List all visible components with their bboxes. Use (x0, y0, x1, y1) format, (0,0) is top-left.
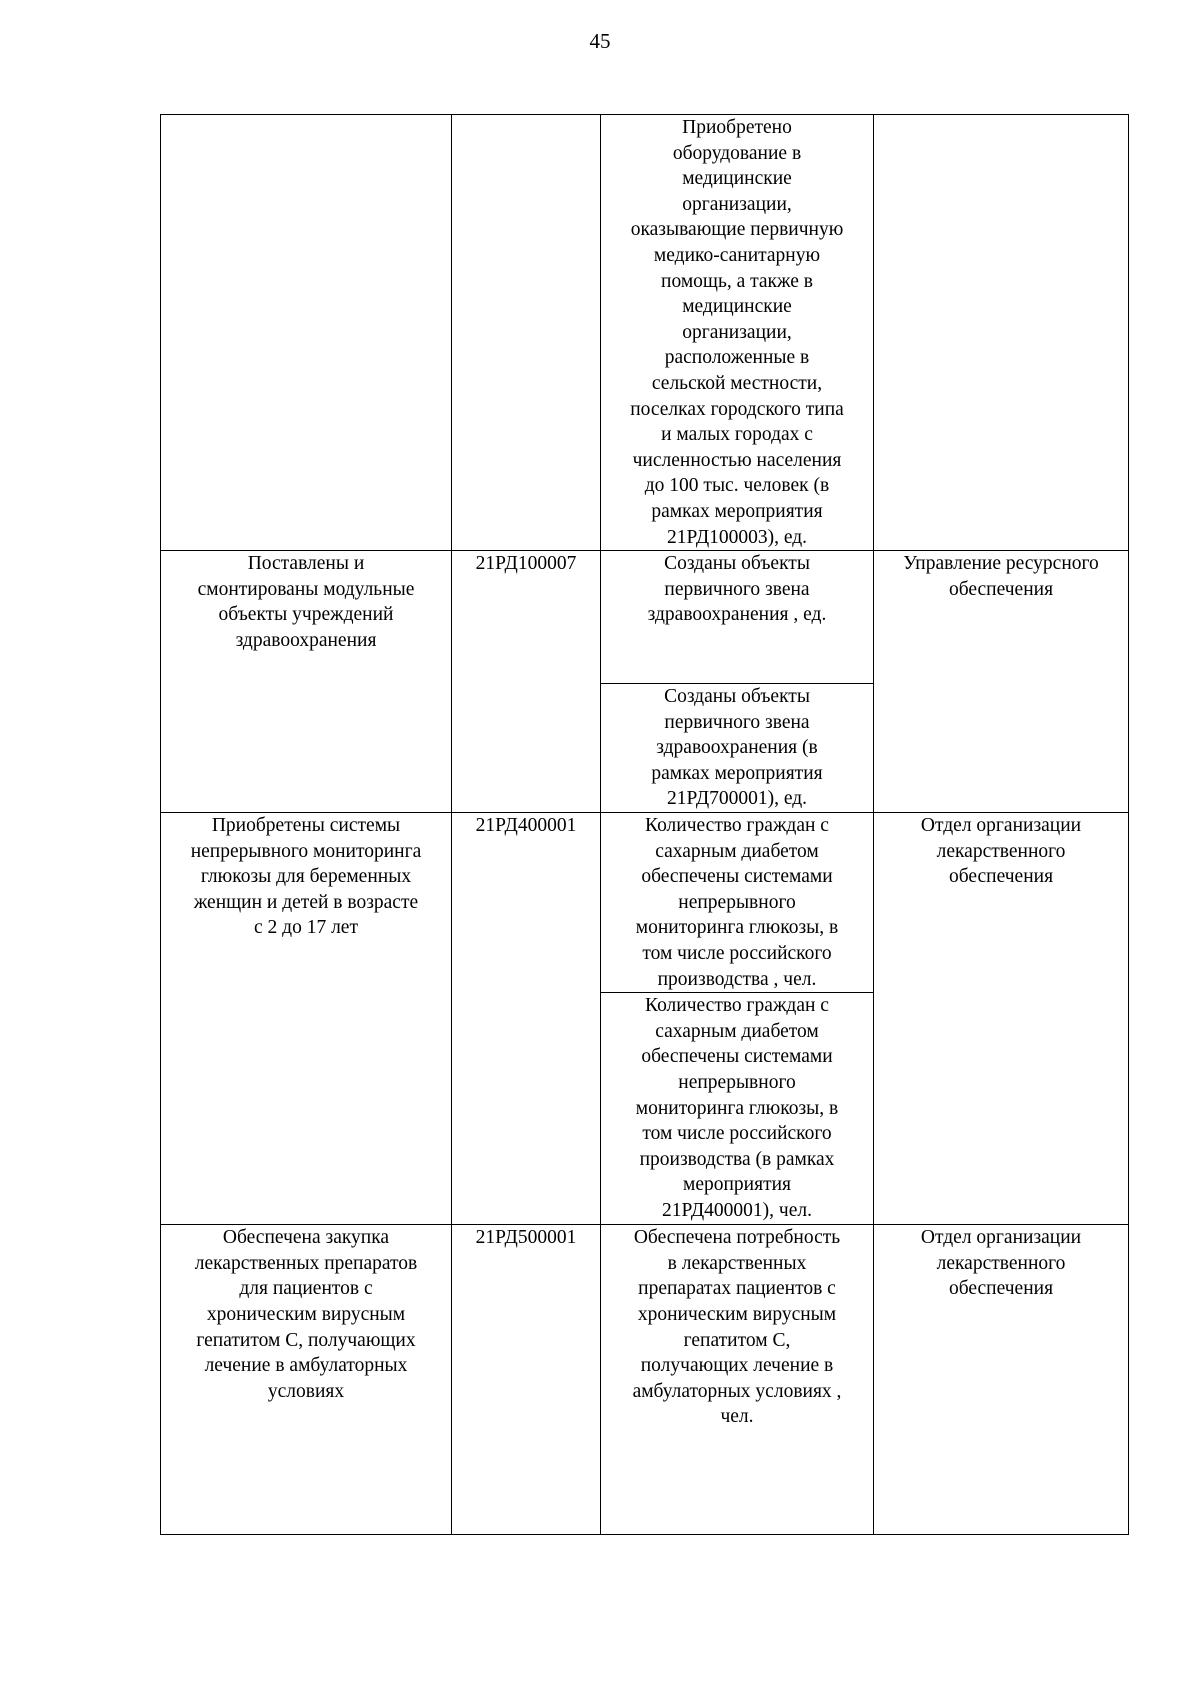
code-cell (452, 115, 601, 551)
page-number: 45 (589, 29, 611, 53)
responsible-cell (874, 115, 1129, 551)
indicator-cell: Приобретено оборудование в медицинские организации, оказывающие первичную медико-санитарную помощь, а также в медицинские организации, расположенные в сельской местности, поселках городского типа и малых городах с численностью населения до 100 тыс. человек (в рамках мероприятия 21РД100003), ед. (601, 115, 874, 551)
result-cell (161, 115, 452, 551)
indicator-cell: Количество граждан с сахарным диабетом обеспечены системами непрерывного мониторинга глюкозы, в том числе российского производства (в рамках мероприятия 21РД400001), чел. (601, 993, 874, 1225)
code-cell: 21РД500001 (452, 1225, 601, 1535)
indicator-cell: Созданы объекты первичного звена здравоохранения (в рамках мероприятия 21РД700001), ед. (601, 684, 874, 813)
responsible-cell: Управление ресурсного обеспечения (874, 551, 1129, 813)
measures-table (160, 114, 1129, 1535)
result-cell: Обеспечена закупка лекарственных препаратов для пациентов с хроническим вирусным гепатитом С, получающих лечение в амбулаторных условиях (161, 1225, 452, 1535)
table-row (161, 115, 1129, 551)
table-row (161, 813, 1129, 993)
responsible-cell: Отдел организации лекарственного обеспечения (874, 1225, 1129, 1535)
indicator-cell: Количество граждан с сахарным диабетом обеспечены системами непрерывного мониторинга глюкозы, в том числе российского производства , чел. (601, 813, 874, 993)
code-cell: 21РД100007 (452, 551, 601, 813)
responsible-cell: Отдел организации лекарственного обеспечения (874, 813, 1129, 1225)
code-cell: 21РД400001 (452, 813, 601, 1225)
indicator-cell: Обеспечена потребность в лекарственных препаратах пациентов с хроническим вирусным гепатитом С, получающих лечение в амбулаторных условиях , чел. (601, 1225, 874, 1535)
result-cell: Приобретены системы непрерывного мониторинга глюкозы для беременных женщин и детей в возрасте с 2 до 17 лет (161, 813, 452, 1225)
table-row (161, 1225, 1129, 1535)
indicator-cell: Созданы объекты первичного звена здравоохранения , ед. (601, 551, 874, 684)
table-row (161, 551, 1129, 684)
result-cell: Поставлены и смонтированы модульные объекты учреждений здравоохранения (161, 551, 452, 813)
